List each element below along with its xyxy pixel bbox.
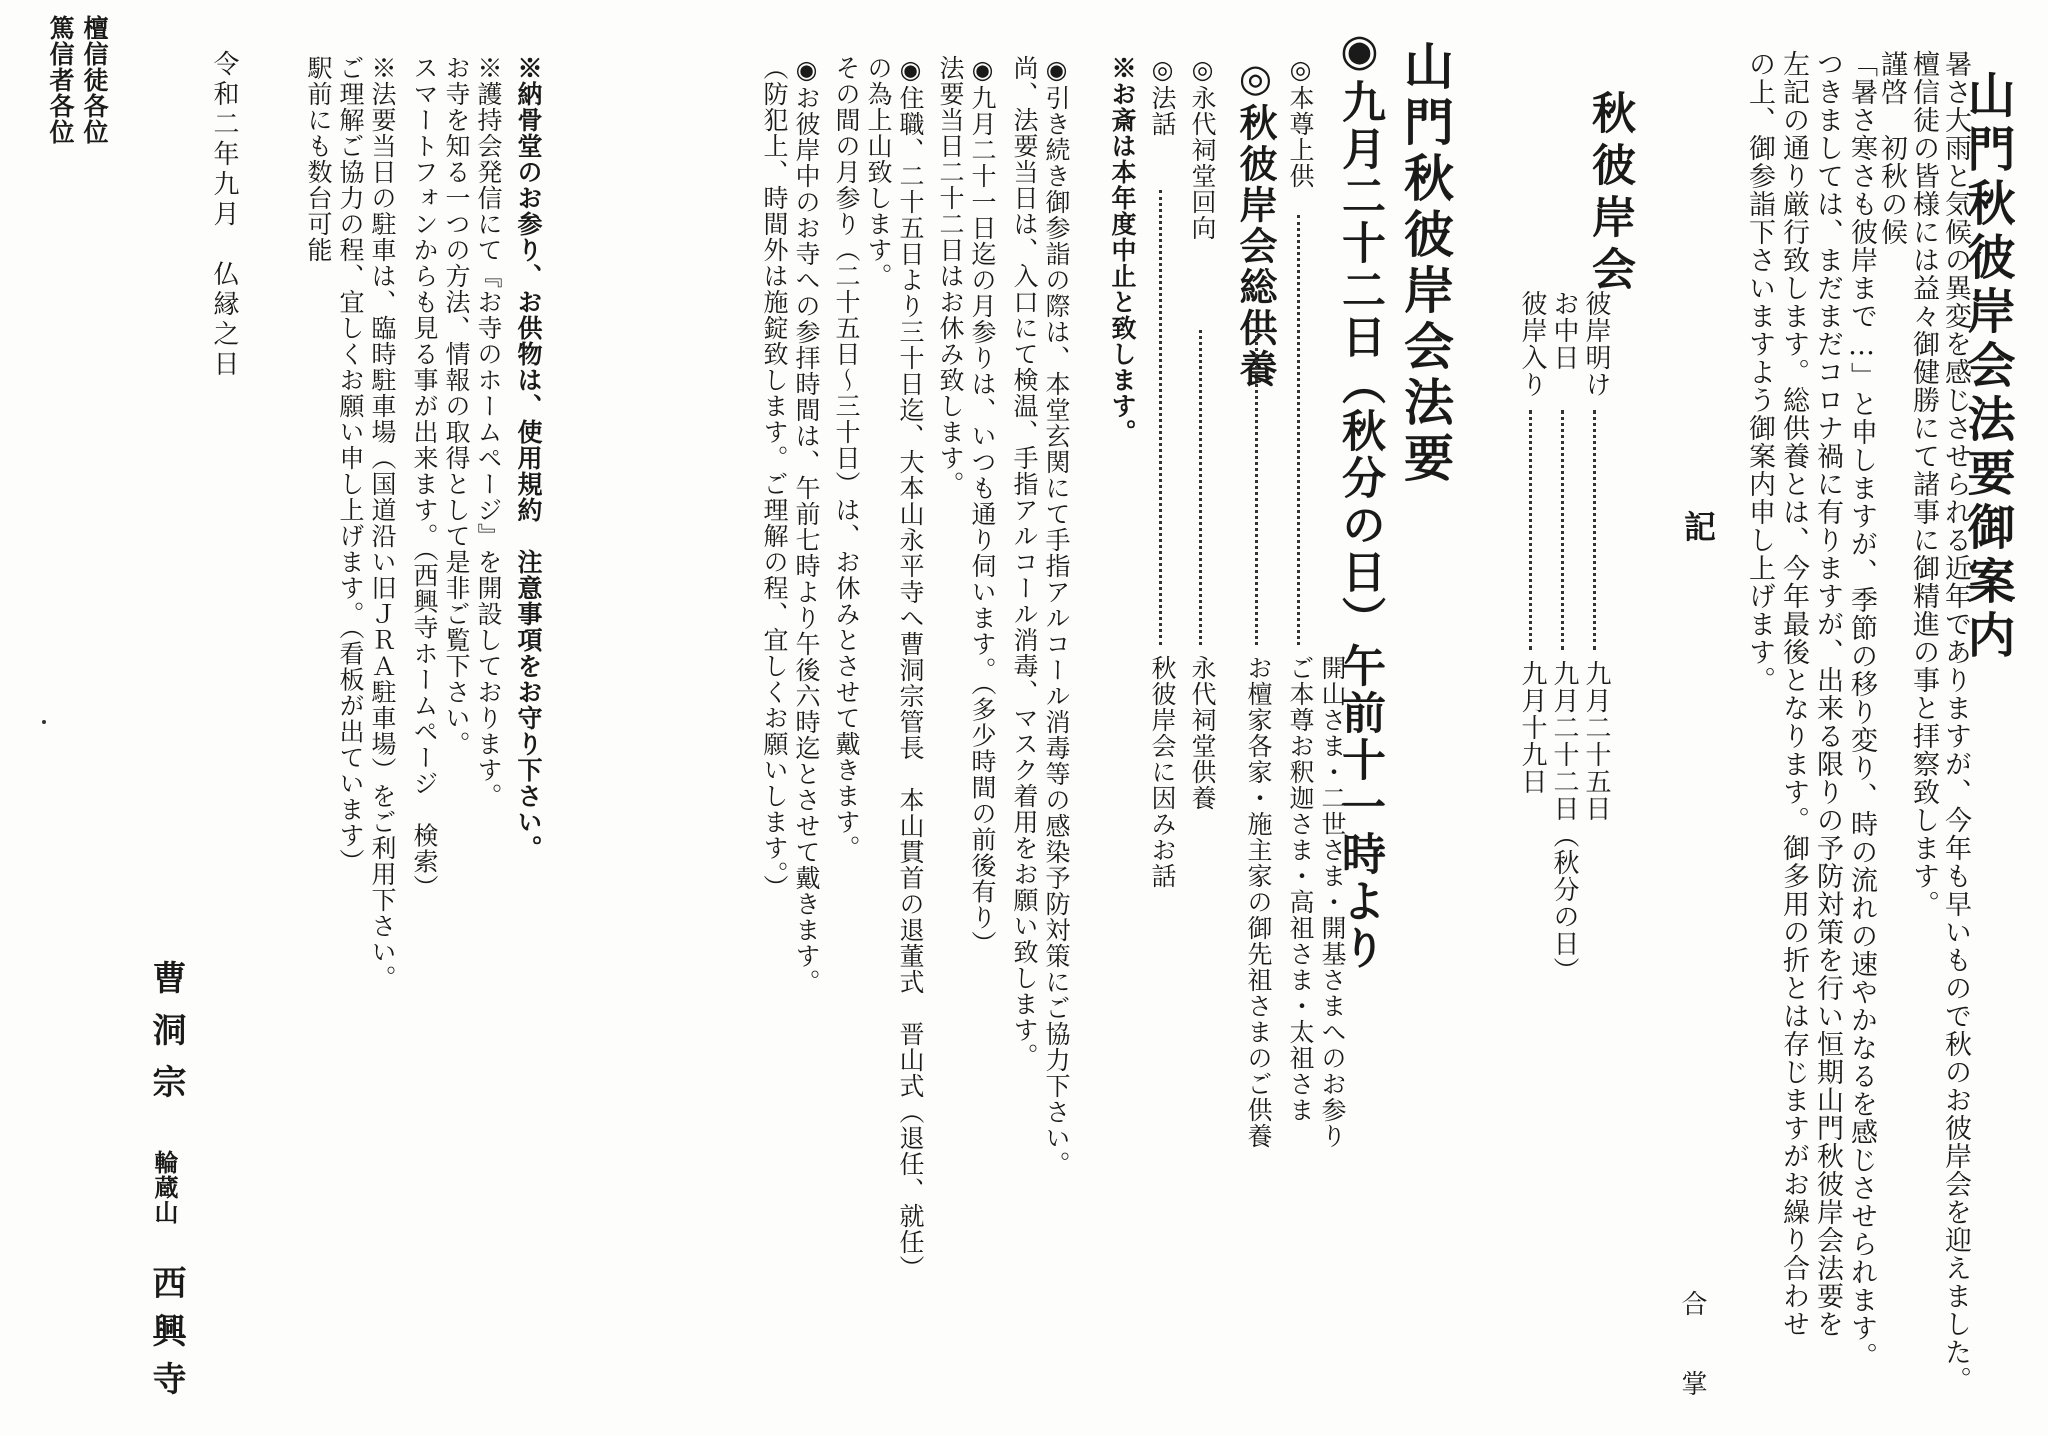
notice-7: その間の月参り（二十五日〜三十日）は、お休みとさせて戴きます。 [832,55,861,861]
program-label-1: ◎本尊上供 [1286,55,1315,189]
program-label-4: ◎法話 [1148,55,1177,137]
greeting-line-4: 「暑さ寒さも彼岸まで…」と申しますが、季節の移り変り、時の流れの速やかなるを感じさせられます。 [1846,50,1877,1370]
notice-3: ◉九月二十一日迄の月参りは、いつも通り伺います。（多少時間の前後有り） [968,55,997,957]
notice-9: （防犯上、時間外は施錠致します。ご理解の程、宜しくお願いします。） [760,55,789,901]
issue-date: 令和二年九月 仏縁之日 [209,50,239,380]
closing-gassho: 合 掌 [1677,1290,1707,1410]
program-label-3: ◎永代祠堂回向 [1188,55,1217,241]
greeting-line-5: つきましては、まだまだコロナ禍に有りますが、出来る限りの予防対策を行い恒期山門秋彼岸会法要を [1812,50,1843,1338]
hoyo-date-line: ◉九月二十二日（秋分の日）午前十一時より [1334,25,1385,972]
schedule-date-2: 九月二十二日（秋分の日） [1549,660,1579,984]
schedule-label-3: 彼岸明け [1581,290,1611,398]
program-desc-2: お檀家各家・施主家の御先祖さまのご供養 [1244,655,1273,1149]
page-title: 山門秋彼岸会法要御案内 [1959,70,2015,664]
program-desc-3: 永代祠堂供養 [1188,655,1217,811]
addressee-danshinto: 檀信徒各位 [80,15,109,145]
schedule-leader-3 [1593,410,1596,650]
greeting-line-2: 檀信徒の皆様には益々御健勝にて諸事に御精進の事と拝察致します。 [1908,50,1939,918]
greeting-line-3: 暑さ大雨と気候の異変を感じさせられる近年でありますが、今年も早いもので秋のお彼岸会を迎えました。 [1940,50,1971,1394]
schedule-leader-1 [1529,410,1532,650]
notice-12: お寺を知る一つの方法、情報の取得として是非ご覧下さい。 [442,55,471,757]
ki-mark: 記 [1679,510,1717,543]
temple-name: 西興寺 [146,1265,186,1409]
program-leader-4 [1159,190,1162,645]
addressee-tokushinsha: 篤信者各位 [46,15,75,145]
notice-15: ご理解ご協力の程、宜しくお願い申し上げます。（看板が出ています） [336,55,365,875]
program-desc-1a: ご本尊お釈迦さま・高祖さま・太祖さま [1286,655,1315,1123]
higan-heading: 秋彼岸会 [1584,90,1635,298]
greeting-line-6: 左記の通り厳行致します。総供養とは、今年最後となります。御多用の折とは存じますがお繰り合わせ [1778,50,1809,1338]
schedule-leader-2 [1561,410,1564,650]
notice-5: ◉住職、二十五日より三十日迄、大本山永平寺へ曹洞宗管長 本山貫首の退董式 晋山式（退任、就任） [896,55,925,1281]
notice-14: ※法要当日の駐車は、臨時駐車場（国道沿い旧ＪＲＡ駐車場）をご利用下さい。 [368,55,397,991]
greeting-line-1: 謹啓 初秋の候 [1876,50,1907,246]
notice-2: 尚、法要当日は、入口にて検温、手指アルコール消毒、マスク着用をお願い致します。 [1010,55,1039,1069]
schedule-label-1: 彼岸入り [1517,290,1547,398]
notice-8: ◉お彼岸中のお寺への参拝時間は、午前七時より午後六時迄とさせて戴きます。 [792,55,821,995]
program-desc-1b: 開山さま・二世さま・開基さまへのお参り [1318,655,1347,1149]
schedule-date-1: 九月十九日 [1517,660,1547,795]
notice-4: 法要当日二十二日はお休み致します。 [936,55,965,497]
mountain-name: 輪蔵山 [150,1150,179,1225]
greeting-line-7: の上、御参詣下さいますよう御案内申し上げます。 [1744,50,1775,694]
program-label-2: ◎秋彼岸会総供養 [1233,55,1278,390]
notice-13: スマートフォンからも見る事が出来ます。（西興寺ホームページ 検索） [410,55,439,901]
scan-speck [42,720,46,724]
hoyo-heading: 山門秋彼岸会法要 [1396,40,1455,488]
otoki-notice: ※お斎は本年度中止と致します。 [1108,55,1137,445]
program-leader-1 [1297,215,1300,645]
notice-10: ※納骨堂のお参り、お供物は、使用規約 注意事項をお守り下さい。 [514,55,543,861]
notice-6: の為上山致します。 [864,55,893,289]
program-desc-4: 秋彼岸会に因みお話 [1148,655,1177,889]
program-leader-3 [1199,330,1202,645]
notice-16: 駅前にも数台可能 [304,55,333,263]
schedule-date-3: 九月二十五日 [1581,660,1611,822]
notice-1: ◉引き続き御参詣の際は、本堂玄関にて手指アルコール消毒等の感染予防対策にご協力下さい。 [1042,55,1071,1177]
notice-11: ※護持会発信にて『お寺のホームページ』を開設しております。 [474,55,503,809]
schedule-label-2: お中日 [1549,290,1579,371]
sect-name: 曹洞宗 [146,960,186,1116]
program-leader-2 [1255,330,1258,645]
